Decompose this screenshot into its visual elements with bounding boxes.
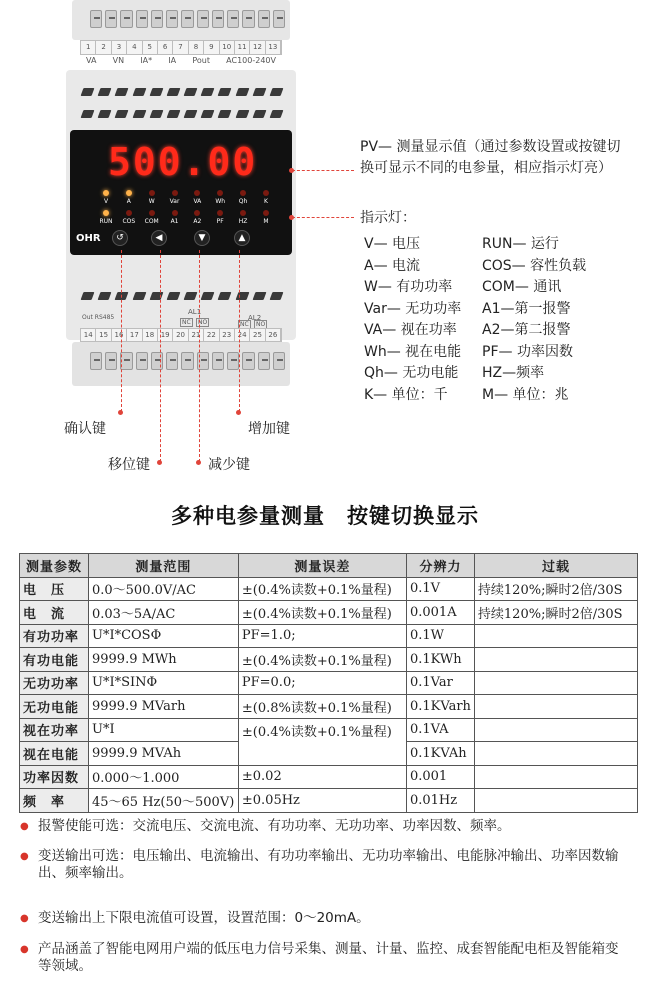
vent-slots — [82, 88, 282, 96]
table-row — [20, 718, 638, 742]
column-header: 测量范围 — [88, 554, 238, 578]
down-key[interactable]: ▼ — [194, 230, 210, 246]
terminal-screw — [90, 352, 102, 370]
brand-logo: OHR — [76, 233, 101, 244]
led-lamp — [126, 210, 132, 216]
terminal-number: 19 — [158, 329, 173, 341]
device-top-housing — [72, 0, 290, 40]
table-cell: 功率因数 — [20, 765, 89, 789]
table-cell: 9999.9 MVAh — [88, 742, 238, 766]
terminal-label: VN — [112, 56, 125, 65]
led-lamp — [149, 190, 155, 196]
table-cell: 持续120%;瞬时2倍/30S — [474, 601, 637, 625]
table-cell: 0.000～1.000 — [88, 765, 238, 789]
indicator-legend-item: HZ—频率 — [482, 365, 545, 381]
terminal-number: 14 — [81, 329, 96, 341]
led-label: A — [126, 198, 131, 205]
notes-list — [20, 818, 620, 975]
terminal-screw — [120, 10, 132, 28]
led-lamp — [263, 210, 269, 216]
table-cell: 0.001A — [406, 601, 474, 625]
led-label: M — [263, 218, 269, 225]
indicator-legend-item: K— 单位：千 — [364, 386, 448, 403]
callout-line-decrease — [199, 250, 200, 462]
terminal-label: VA — [86, 56, 97, 65]
table-cell: 有功功率 — [20, 624, 89, 648]
indicator-legend-item: A— 电流 — [364, 257, 421, 274]
terminal-screw — [151, 352, 163, 370]
terminal-number: 21 — [189, 329, 204, 341]
table-cell — [238, 742, 406, 766]
terminal-number: 24 — [235, 329, 250, 341]
vent-slots — [82, 110, 282, 118]
led-label: A2 — [193, 218, 202, 225]
led-indicator — [119, 190, 139, 205]
rs485-label: Out RS485 — [82, 314, 115, 321]
terminal-number: 13 — [266, 41, 281, 54]
led-label: COM — [144, 218, 159, 225]
table-row — [20, 601, 638, 625]
column-header: 测量误差 — [238, 554, 406, 578]
led-lamp — [240, 210, 246, 216]
indicator-legend-item: VA— 视在功率 — [364, 322, 457, 338]
table-cell: 0.1KVarh — [406, 695, 474, 719]
led-lamp — [172, 190, 178, 196]
terminal-number: 2 — [96, 41, 111, 54]
indicator-legend-item: Wh— 视在电能 — [364, 343, 462, 360]
terminal-number: 11 — [235, 41, 250, 54]
table-cell — [474, 624, 637, 648]
table-cell: 0.001 — [406, 765, 474, 789]
led-indicator — [142, 190, 162, 205]
table-cell: 0.1VA — [406, 718, 474, 742]
decrease-key-label: 减少键 — [208, 457, 250, 473]
shift-key-label: 移位键 — [108, 457, 150, 473]
indicator-legend-item: RUN— 运行 — [482, 236, 559, 252]
table-row — [20, 577, 638, 601]
terminal-number: 8 — [189, 41, 204, 54]
led-indicator — [119, 210, 139, 225]
led-label: W — [148, 198, 155, 205]
power-meter-device — [66, 0, 296, 390]
led-indicator — [256, 190, 276, 205]
terminal-number: 16 — [112, 329, 127, 341]
callout-line-increase — [239, 250, 240, 412]
led-label: Var — [169, 198, 180, 205]
led-lamp — [149, 210, 155, 216]
column-header: 分辨力 — [406, 554, 474, 578]
table-row — [20, 789, 638, 813]
terminal-screw — [151, 10, 163, 28]
indicator-legend-item: Var— 无功功率 — [364, 300, 462, 317]
terminal-number: 4 — [127, 41, 142, 54]
indicator-legend-item: Qh— 无功电能 — [364, 365, 459, 381]
table-cell: ±(0.4%读数+0.1%量程) — [238, 648, 406, 672]
led-indicator — [96, 190, 116, 205]
led-label: COS — [122, 218, 136, 225]
terminal-number: 3 — [112, 41, 127, 54]
led-label: HZ — [238, 218, 248, 225]
terminal-screw — [212, 10, 224, 28]
table-cell: ±0.05Hz — [238, 789, 406, 813]
terminal-screw — [120, 352, 132, 370]
callout-line-shift — [160, 250, 161, 462]
bottom-terminal-labels — [80, 308, 282, 328]
indicator-legend-item: A2—第二报警 — [482, 322, 571, 338]
terminal-label: IA — [168, 56, 177, 65]
note-item: ● 变送输出上下限电流值可设置，设置范围：0～20mA。 — [20, 910, 620, 927]
terminal-screw — [258, 352, 270, 370]
terminal-screw — [90, 10, 102, 28]
led-indicator — [233, 190, 253, 205]
bottom-screw-row — [90, 352, 285, 374]
table-row — [20, 695, 638, 719]
table-cell: 电 流 — [20, 601, 89, 625]
terminal-number: 17 — [127, 329, 142, 341]
led-lamp — [217, 190, 223, 196]
terminal-number: 7 — [173, 41, 188, 54]
table-cell: 视在功率 — [20, 718, 89, 742]
table-cell: 0.03～5A/AC — [88, 601, 238, 625]
led-label: PF — [216, 218, 224, 225]
indicator-title: 指示灯： — [360, 210, 416, 226]
table-cell: 0.01Hz — [406, 789, 474, 813]
nc-label: NC — [240, 321, 249, 328]
table-cell: ±(0.8%读数+0.1%量程) — [238, 695, 406, 719]
indicator-legend-item: A1—第一报警 — [482, 300, 571, 317]
terminal-screw — [242, 352, 254, 370]
pv-callout-text: PV— 测量显示值（通过参数设置或按键切换可显示不同的电参量，相应指示灯亮） — [360, 139, 621, 176]
terminal-screw — [273, 10, 285, 28]
table-cell: PF=1.0; — [238, 624, 406, 648]
table-cell: 0.1Var — [406, 671, 474, 695]
led-label: VA — [193, 198, 202, 205]
shift-key[interactable]: ◀ — [151, 230, 167, 246]
led-lamp — [263, 190, 269, 196]
table-cell: 频 率 — [20, 789, 89, 813]
column-header: 测量参数 — [20, 554, 89, 578]
note-item: ● 变送输出可选：电压输出、电流输出、有功功率输出、无功功率输出、电能脉冲输出、功率因数输出、频率输出。 — [20, 848, 620, 882]
terminal-label: AC100-240V — [226, 56, 276, 65]
terminal-label: Pout — [192, 56, 210, 65]
increase-key-label: 增加键 — [248, 421, 290, 437]
led-label: A1 — [170, 218, 179, 225]
terminal-screw — [227, 10, 239, 28]
terminal-number: 12 — [250, 41, 265, 54]
indicator-legend — [364, 234, 624, 405]
table-cell: 视在电能 — [20, 742, 89, 766]
table-cell — [474, 789, 637, 813]
led-lamp — [103, 210, 109, 216]
led-lamp — [172, 210, 178, 216]
terminal-screw — [136, 10, 148, 28]
table-cell: ±(0.4%读数+0.1%量程) — [238, 577, 406, 601]
indicator-legend-item: W— 有功功率 — [364, 279, 453, 295]
no-label: NO — [256, 321, 266, 328]
terminal-screw — [227, 352, 239, 370]
table-cell: ±(0.4%读数+0.1%量程) — [238, 718, 406, 742]
terminal-number: 9 — [204, 41, 219, 54]
table-cell — [474, 648, 637, 672]
led-indicator — [233, 210, 253, 225]
table-cell: 9999.9 MWh — [88, 648, 238, 672]
led-lamp — [240, 190, 246, 196]
terminal-screw — [242, 10, 254, 28]
bottom-terminal-numbers — [80, 328, 282, 342]
table-cell: 0.0～500.0V/AC — [88, 577, 238, 601]
table-cell: ±(0.4%读数+0.1%量程) — [238, 601, 406, 625]
callout-dot — [118, 410, 123, 415]
table-row — [20, 624, 638, 648]
led-row-2 — [96, 210, 276, 225]
table-row — [20, 671, 638, 695]
terminal-number: 22 — [204, 329, 219, 341]
al1-label: AL1 — [188, 308, 202, 316]
terminal-number: 26 — [266, 329, 281, 341]
pv-display: 500.00 — [108, 140, 258, 184]
table-header-row — [20, 554, 638, 578]
table-cell: PF=0.0; — [238, 671, 406, 695]
led-indicator — [165, 210, 185, 225]
table-cell: 持续120%;瞬时2倍/30S — [474, 577, 637, 601]
confirm-key[interactable]: ↺ — [112, 230, 128, 246]
indicator-legend-item: V— 电压 — [364, 236, 421, 252]
table-cell: U*I — [88, 718, 238, 742]
callout-line-pv — [292, 170, 354, 171]
table-cell: 无功电能 — [20, 695, 89, 719]
table-cell: ±0.02 — [238, 765, 406, 789]
up-key[interactable]: ▲ — [234, 230, 250, 246]
terminal-screw — [181, 352, 193, 370]
table-cell: 0.1W — [406, 624, 474, 648]
callout-dot — [196, 460, 201, 465]
spec-table — [19, 553, 638, 813]
table-cell: 无功功率 — [20, 671, 89, 695]
table-cell — [474, 671, 637, 695]
table-cell: 0.1V — [406, 577, 474, 601]
terminal-screw — [258, 10, 270, 28]
table-cell — [474, 742, 637, 766]
terminal-number: 25 — [250, 329, 265, 341]
terminal-number: 1 — [81, 41, 96, 54]
top-terminal-numbers — [80, 40, 282, 55]
led-lamp — [103, 190, 109, 196]
table-cell: 电 压 — [20, 577, 89, 601]
terminal-screw — [212, 352, 224, 370]
note-item: ● 报警使能可选：交流电压、交流电流、有功功率、无功功率、功率因数、频率。 — [20, 818, 620, 835]
led-indicator — [256, 210, 276, 225]
table-cell — [474, 695, 637, 719]
led-indicator — [165, 190, 185, 205]
terminal-screw — [105, 352, 117, 370]
terminal-screw — [166, 352, 178, 370]
table-row — [20, 765, 638, 789]
terminal-number: 10 — [220, 41, 235, 54]
terminal-number: 23 — [220, 329, 235, 341]
table-row — [20, 742, 638, 766]
terminal-number: 6 — [158, 41, 173, 54]
led-label: V — [103, 198, 109, 205]
no-label: NO — [198, 319, 208, 326]
terminal-screw — [105, 10, 117, 28]
table-cell: 9999.9 MVarh — [88, 695, 238, 719]
callout-dot — [157, 460, 162, 465]
confirm-key-label: 确认键 — [64, 421, 106, 437]
table-cell — [474, 718, 637, 742]
led-label: K — [263, 198, 268, 205]
terminal-number: 18 — [143, 329, 158, 341]
table-cell: U*I*SINΦ — [88, 671, 238, 695]
led-indicator — [210, 190, 230, 205]
led-lamp — [126, 190, 132, 196]
led-lamp — [194, 190, 200, 196]
terminal-number: 5 — [143, 41, 158, 54]
led-row-1 — [96, 190, 276, 205]
table-row — [20, 648, 638, 672]
indicator-legend-item: COM— 通讯 — [482, 279, 562, 295]
terminal-screw — [273, 352, 285, 370]
front-panel — [70, 130, 292, 255]
section-heading: 多种电参量测量 按键切换显示 — [171, 504, 479, 528]
top-terminal-labels — [80, 56, 282, 70]
terminal-screw — [181, 10, 193, 28]
terminal-screw — [166, 10, 178, 28]
led-lamp — [194, 210, 200, 216]
led-indicator — [142, 210, 162, 225]
led-label: Qh — [238, 198, 248, 205]
led-label: RUN — [99, 218, 113, 225]
table-cell: 有功电能 — [20, 648, 89, 672]
indicator-legend-item: M— 单位：兆 — [482, 386, 569, 403]
al2-label: AL2 — [248, 314, 262, 322]
terminal-label: IA* — [140, 56, 153, 65]
table-cell — [474, 765, 637, 789]
column-header: 过载 — [474, 554, 637, 578]
vent-slots — [82, 292, 282, 300]
indicator-legend-item: COS— 容性负载 — [482, 257, 587, 274]
terminal-screw — [197, 10, 209, 28]
table-cell: U*I*COSΦ — [88, 624, 238, 648]
led-indicator — [187, 210, 207, 225]
led-indicator — [96, 210, 116, 225]
callout-dot — [236, 410, 241, 415]
top-screw-row — [90, 10, 285, 32]
terminal-screw — [136, 352, 148, 370]
led-lamp — [217, 210, 223, 216]
table-cell: 45～65 Hz(50～500V) — [88, 789, 238, 813]
callout-line-indicator — [292, 217, 354, 218]
table-cell: 0.1KWh — [406, 648, 474, 672]
device-bottom-housing — [72, 342, 290, 386]
led-indicator — [210, 210, 230, 225]
nc-label: NC — [182, 319, 191, 326]
terminal-number: 20 — [173, 329, 188, 341]
led-indicator — [187, 190, 207, 205]
indicator-legend-item: PF— 功率因数 — [482, 343, 573, 360]
note-item: ● 产品涵盖了智能电网用户端的低压电力信号采集、测量、计量、监控、成套智能配电柜及智能箱变等领域。 — [20, 941, 620, 975]
table-cell: 0.1KVAh — [406, 742, 474, 766]
callout-line-confirm — [121, 250, 122, 412]
terminal-number: 15 — [96, 329, 111, 341]
led-label: Wh — [215, 198, 226, 205]
